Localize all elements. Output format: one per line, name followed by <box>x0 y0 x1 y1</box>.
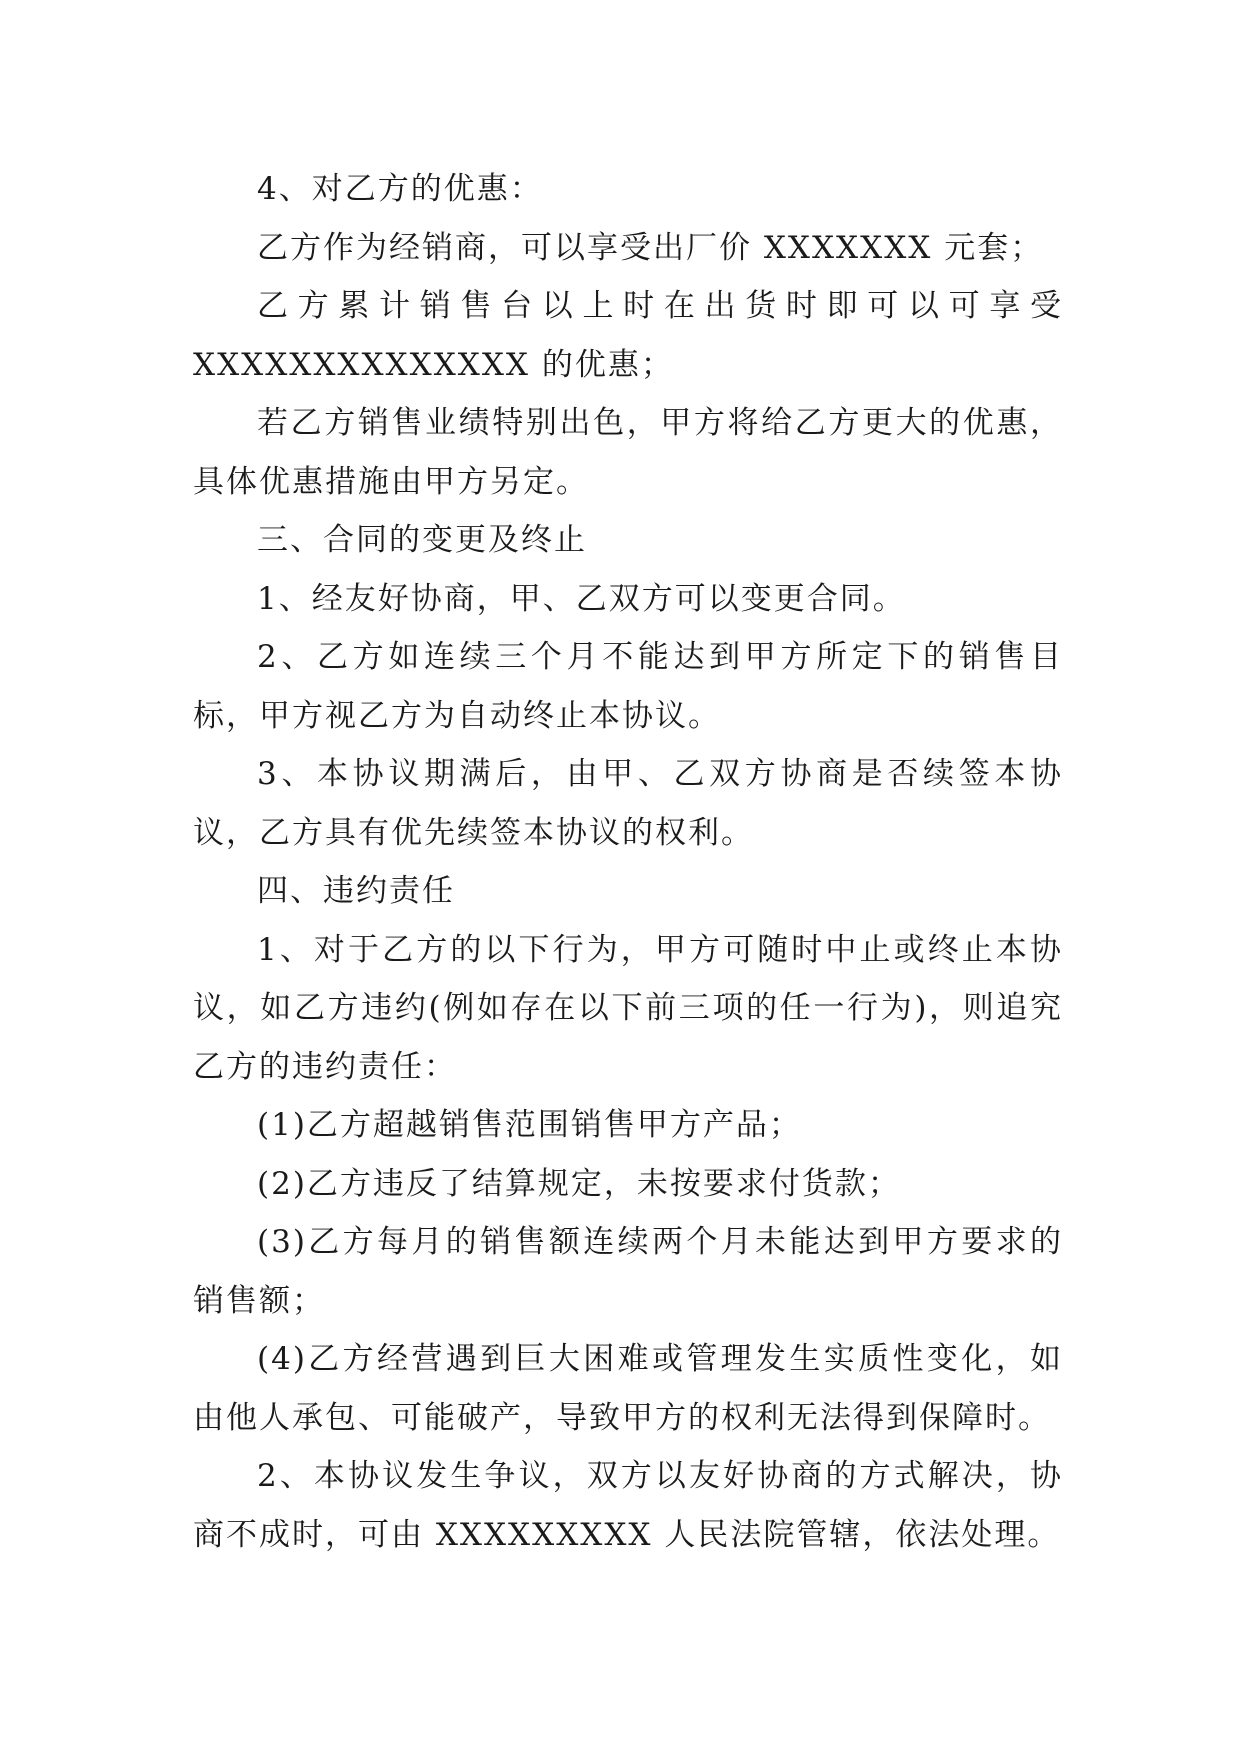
paragraph-extra-discount: 若乙方销售业绩特别出色，甲方将给乙方更大的优惠，具体优惠措施由甲方另定。 <box>193 405 1063 500</box>
paragraph-breach-item-1: (1)乙方超越销售范围销售甲方产品； <box>257 1107 802 1143</box>
paragraph-dispute-clause: 2、本协议发生争议，双方以友好协商的方式解决，协商不成时，可由 XXXXXXXXX 人民法院管辖，依法处理。 <box>193 1458 1063 1553</box>
paragraph-breach-clause-1: 1、对于乙方的以下行为，甲方可随时中止或终止本协议，如乙方违约(例如存在以下前三项的任一行为)，则追究乙方的违约责任： <box>193 931 1063 1085</box>
paragraph-discount-heading: 4、对乙方的优惠： <box>257 171 543 207</box>
paragraph-factory-price: 乙方作为经销商，可以享受出厂价 XXXXXXX 元套； <box>257 229 1044 266</box>
section-heading-contract-change: 三、合同的变更及终止 <box>257 522 587 558</box>
paragraph-change-clause-1: 1、经友好协商，甲、乙双方可以变更合同。 <box>257 580 906 617</box>
section-heading-breach-liability: 四、违约责任 <box>257 873 455 909</box>
paragraph-change-clause-2: 2、乙方如连续三个月不能达到甲方所定下的销售目标，甲方视乙方为自动终止本协议。 <box>193 639 1063 734</box>
document-body <box>193 160 1063 1564</box>
paragraph-cumulative-sales-discount: 乙方累计销售台以上时在出货时即可以可享受 XXXXXXXXXXXXXX 的优惠； <box>193 288 1063 383</box>
paragraph-breach-item-3: (3)乙方每月的销售额连续两个月未能达到甲方要求的销售额； <box>193 1224 1063 1319</box>
paragraph-breach-item-4: (4)乙方经营遇到巨大困难或管理发生实质性变化，如由他人承包、可能破产，导致甲方的权利无法得到保障时。 <box>193 1341 1063 1436</box>
paragraph-breach-item-2: (2)乙方违反了结算规定，未按要求付货款； <box>257 1165 901 1202</box>
paragraph-change-clause-3: 3、本协议期满后，由甲、乙双方协商是否续签本协议，乙方具有优先续签本协议的权利。 <box>193 756 1063 851</box>
